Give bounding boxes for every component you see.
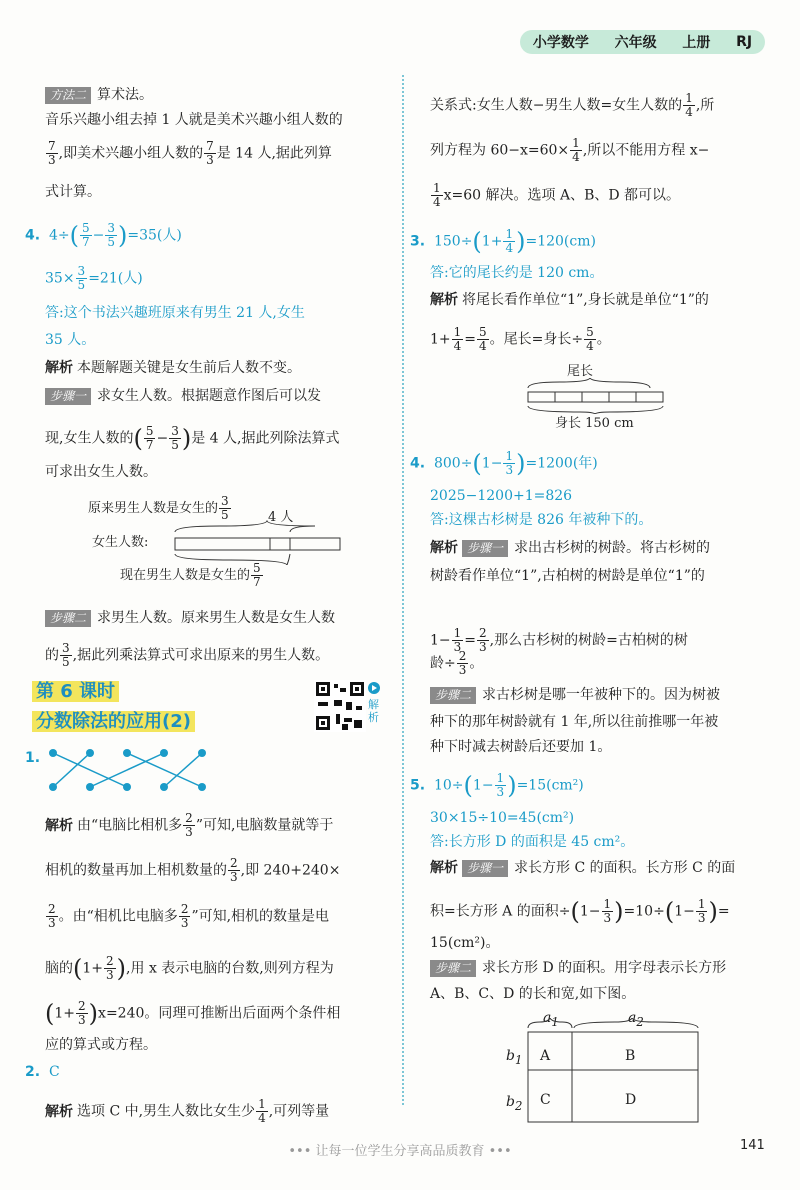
header-volume: 上册 — [682, 35, 711, 51]
text: ,所 — [695, 97, 715, 114]
q5-formula-2: 30×15÷10=45(cm²) — [430, 810, 575, 826]
bar — [175, 538, 340, 550]
den: 3 — [479, 640, 487, 654]
text-line: 15(cm²)。 — [430, 935, 500, 951]
text: 35× — [45, 270, 75, 287]
text: 。尾长=身长÷ — [489, 331, 584, 348]
dot — [123, 783, 131, 791]
q3-answer: 答:它的尾长约是 120 cm。 — [430, 265, 604, 281]
dot — [198, 783, 206, 791]
text-line: (1+ $\frac{2}{3}$ )x=240。同理可推断出后面两个条件相 — [45, 999, 341, 1028]
text: 本题解题关键是女生前后人数不变。 — [77, 360, 301, 376]
num: 2 — [78, 999, 86, 1013]
den: 4 — [505, 241, 514, 255]
text: 1− — [430, 632, 451, 649]
header-bar — [520, 30, 765, 54]
answer: C — [48, 1064, 60, 1080]
q1-analysis — [45, 812, 333, 839]
text-line — [45, 903, 329, 930]
den: 3 — [453, 640, 462, 654]
text: ,那么古杉树的树龄=古柏树的树 — [489, 632, 688, 649]
den: 7 — [81, 235, 90, 249]
text: 将尾长看作单位“1”,身长就是单位“1”的 — [462, 292, 709, 308]
text: 相机的数量再加上相机数量的 — [45, 862, 227, 879]
text-line: 种下时减去树龄后还要加 1。 — [430, 739, 612, 755]
num: 1 — [453, 626, 462, 640]
paren: ( — [664, 897, 675, 926]
var: b — [506, 1048, 515, 1064]
den: 3 — [180, 916, 189, 930]
fraction — [228, 857, 240, 884]
text: x=240。同理可推断出后面两个条件相 — [98, 1005, 341, 1022]
fraction — [251, 562, 263, 589]
den: 4 — [479, 339, 487, 353]
rect-A-label: A — [540, 1048, 551, 1064]
header-subject: 小学数学 — [532, 35, 589, 51]
num: 2 — [48, 902, 56, 916]
text: 10÷ — [433, 777, 464, 794]
paren: ) — [516, 449, 526, 478]
q3-formula: 3. 150÷(1+ $\frac{1}{4}$ )=120(cm) — [410, 227, 596, 256]
text: 求古杉树是哪一年被种下的。因为树被 — [482, 687, 721, 703]
num: 2 — [230, 856, 238, 870]
question-number: 1. — [25, 750, 41, 766]
column-divider — [402, 75, 404, 1105]
text: 求女生人数。根据题意作图后可以发 — [97, 388, 322, 404]
lesson-number — [32, 680, 119, 705]
paren: ) — [116, 954, 127, 983]
text: 1 — [82, 960, 92, 977]
num: 1 — [603, 897, 612, 911]
header-grade: 六年级 — [614, 35, 657, 51]
rect-B-label: B — [625, 1048, 636, 1064]
diagram1-four: 4 人 — [268, 510, 294, 525]
den: 5 — [107, 235, 115, 249]
fraction — [503, 450, 515, 477]
fraction — [602, 898, 614, 925]
fraction — [503, 228, 515, 255]
den: 3 — [505, 463, 514, 477]
den: 3 — [458, 663, 467, 677]
top-brace — [175, 521, 315, 532]
num: 5 — [479, 325, 487, 339]
q4r-step2 — [430, 685, 720, 705]
den: 3 — [106, 968, 114, 982]
num: 2 — [185, 811, 193, 825]
text: ,可列等量 — [268, 1103, 330, 1120]
text-line — [430, 137, 709, 164]
den: 4 — [572, 150, 580, 164]
analysis-label: 解析 — [430, 860, 458, 876]
paren: ) — [708, 897, 718, 926]
q4r-step1 — [430, 538, 710, 558]
text-line — [45, 642, 329, 669]
num: 1 — [697, 897, 706, 911]
den: 4 — [258, 1111, 266, 1125]
subscript: 2 — [636, 1014, 644, 1029]
q5-step1 — [430, 858, 735, 878]
lesson-title — [32, 710, 195, 735]
q4-answer-2: 35 人。 — [45, 332, 96, 348]
num: 2 — [479, 626, 487, 640]
den: 3 — [78, 1013, 86, 1027]
text: ,用 x 表示电脑的台数,则列方程为 — [126, 960, 334, 977]
text: = — [464, 331, 477, 348]
den: 3 — [603, 911, 612, 925]
fraction — [477, 326, 489, 353]
num: 7 — [48, 139, 56, 153]
text: 关系式:女生人数−男生人数=女生人数的 — [430, 97, 683, 114]
num: 2 — [106, 954, 114, 968]
dot — [86, 783, 94, 791]
analysis-label: 解析 — [430, 540, 458, 556]
text: x=60 解决。选项 A、B、D 都可以。 — [443, 187, 681, 204]
label-b2 — [506, 1092, 522, 1116]
num: 3 — [221, 494, 229, 508]
fraction — [431, 182, 443, 209]
diagram1-bottom-label — [120, 562, 264, 589]
text-line: 脑的(1+ $\frac{2}{3}$ ),用 x 表示电脑的台数,则列方程为 — [45, 954, 334, 983]
paren: ( — [45, 999, 55, 1028]
dot — [86, 749, 94, 757]
den: 5 — [221, 508, 229, 522]
fraction — [104, 955, 116, 982]
text-line: 可求出女生人数。 — [45, 464, 157, 480]
question-number: 4. — [25, 227, 41, 244]
num: 1 — [453, 325, 462, 339]
q2-analysis — [45, 1098, 329, 1125]
paren: ( — [463, 771, 473, 800]
text: 是 4 人,据此列除法算式 — [191, 430, 340, 447]
num: 7 — [206, 139, 214, 153]
text: 。由“相机比电脑多 — [58, 908, 178, 925]
text: 求男生人数。原来男生人数是女生人数 — [97, 610, 336, 626]
fraction — [495, 772, 507, 799]
fraction — [80, 222, 92, 249]
dot — [49, 783, 57, 791]
fraction — [183, 812, 195, 839]
text: 150÷ — [433, 233, 473, 250]
paren: ) — [88, 999, 99, 1028]
q2-answer — [25, 1062, 60, 1082]
num: 1 — [258, 1097, 266, 1111]
text-line — [430, 326, 611, 353]
num: 3 — [107, 221, 115, 235]
text: ,即 240+240× — [240, 862, 341, 879]
text: 选项 C 中,男生人数比女生少 — [77, 1103, 256, 1120]
lesson-number-text: 第 6 课时 — [32, 681, 119, 702]
text-line: A、B、C、D 的长和宽,如下图。 — [430, 986, 636, 1002]
q4r-formula-2: 2025−1200+1=826 — [430, 488, 573, 504]
text: = — [717, 903, 730, 920]
text: 是 14 人,据此列算 — [216, 145, 332, 162]
dot — [198, 749, 206, 757]
text-line: 应的算式或方程。 — [45, 1037, 157, 1053]
paren: ( — [133, 424, 143, 453]
diagram2-bar — [520, 378, 670, 414]
q4-formula — [25, 222, 182, 249]
text-line: 树龄看作单位“1”,古柏树的树龄是单位“1”的 — [430, 568, 705, 584]
text: 龄÷ — [430, 655, 456, 672]
text-line — [430, 650, 483, 677]
fraction — [696, 898, 708, 925]
fraction — [204, 140, 216, 167]
paren: ) — [507, 771, 517, 800]
fraction — [46, 903, 58, 930]
fraction — [76, 265, 88, 292]
text: 1 — [472, 777, 482, 794]
text: 现,女生人数的 — [45, 430, 134, 447]
q4r-answer: 答:这棵古杉树是 826 年被种下的。 — [430, 512, 653, 528]
method2-title: 算术法。 — [97, 87, 154, 103]
text: 1 — [579, 903, 589, 920]
num: 3 — [62, 641, 70, 655]
q4-formula-2 — [45, 265, 143, 292]
q4r-formula: 4. 800÷(1− $\frac{1}{3}$ )=1200(年) — [410, 449, 598, 478]
paren: ( — [69, 221, 79, 250]
den: 4 — [586, 339, 594, 353]
text: 积=长方形 A 的面积÷ — [430, 903, 571, 920]
fraction — [219, 495, 231, 522]
diagram1-left-label: 女生人数: — [92, 535, 149, 550]
den: 3 — [48, 153, 56, 167]
text-line — [45, 857, 340, 884]
step-tag: 步骤一 — [462, 540, 508, 557]
question-number: 4. — [410, 455, 426, 472]
text: 。 — [469, 655, 484, 672]
lesson-title-text: 分数除法的应用(2) — [32, 711, 195, 732]
num: 2 — [180, 902, 189, 916]
fraction — [60, 642, 72, 669]
text: =120(cm) — [525, 233, 596, 250]
subscript: 2 — [514, 1098, 523, 1113]
dot — [49, 749, 57, 757]
text-line — [430, 182, 680, 209]
step-tag: 步骤二 — [45, 610, 91, 627]
fraction — [144, 425, 156, 452]
diagram2-bottom-label: 身长 150 cm — [555, 416, 634, 431]
step1 — [45, 386, 321, 406]
paren: ) — [118, 221, 128, 250]
den: 3 — [697, 911, 706, 925]
num: 2 — [458, 649, 467, 663]
text: 原来男生人数是女生的 — [88, 501, 219, 516]
method2-heading — [45, 85, 153, 105]
question-number: 2. — [25, 1064, 41, 1080]
text: 4÷ — [48, 227, 70, 244]
fraction — [570, 137, 582, 164]
text: =21(人) — [88, 270, 143, 287]
den: 5 — [77, 278, 86, 292]
den: 5 — [62, 655, 70, 669]
text: 1 — [674, 903, 684, 920]
text: ,据此列乘法算式可求出原来的男生人数。 — [72, 647, 330, 664]
text: 求出古杉树的树龄。将古杉树的 — [514, 540, 711, 556]
num: 5 — [586, 325, 594, 339]
text: 求长方形 D 的面积。用字母表示长方形 — [482, 960, 727, 976]
paren: ) — [181, 424, 192, 453]
text: =15(cm²) — [516, 777, 584, 794]
var: b — [506, 1094, 515, 1110]
fraction — [169, 425, 181, 452]
text-line: 现,女生人数的( $\frac{5}{7}$ − $\frac{3}{5}$ )是 4 人,据此列除法算式 — [45, 424, 340, 453]
num: 1 — [496, 771, 505, 785]
analysis-label: 解析 — [45, 360, 73, 376]
label-b1 — [506, 1046, 522, 1070]
text: ,所以不能用方程 x− — [582, 142, 710, 159]
q3-analysis — [430, 290, 709, 310]
text: 脑的 — [45, 960, 73, 977]
text: =1200(年) — [525, 455, 598, 472]
var: a — [543, 1010, 552, 1026]
fraction — [46, 140, 58, 167]
text: ”可知,电脑数量就等于 — [195, 817, 334, 834]
dot — [160, 783, 168, 791]
den: 7 — [253, 575, 261, 589]
num: 1 — [685, 91, 693, 105]
fraction — [584, 326, 596, 353]
den: 3 — [206, 153, 214, 167]
diagram1-bar — [170, 520, 345, 565]
text-line — [45, 140, 332, 167]
page-number: 141 — [740, 1138, 765, 1153]
fraction — [683, 92, 695, 119]
step-tag: 步骤二 — [430, 960, 476, 977]
q4-analysis — [45, 358, 301, 378]
den: 3 — [230, 870, 238, 884]
step2 — [45, 608, 335, 628]
den: 3 — [48, 916, 56, 930]
text-line: 积=长方形 A 的面积÷(1− $\frac{1}{3}$ )=10÷(1− $\frac{1}{3}$ )= — [430, 897, 730, 926]
den: 7 — [145, 438, 154, 452]
question-number: 3. — [410, 233, 426, 250]
fraction — [452, 326, 464, 353]
dot — [123, 749, 131, 757]
text: 800÷ — [433, 455, 473, 472]
q4-answer: 答:这个书法兴趣班原来有男生 21 人,女生 — [45, 305, 305, 321]
play-icon — [368, 682, 380, 694]
den: 4 — [685, 105, 693, 119]
paren: ( — [472, 227, 482, 256]
text: ”可知,相机的数量是电 — [191, 908, 330, 925]
analysis-label: 解析 — [45, 817, 73, 834]
text: 1 — [54, 1005, 64, 1022]
q1-matching-diagram — [45, 745, 215, 795]
text: 的 — [45, 647, 59, 664]
rectangle-diagram — [520, 1018, 705, 1128]
text: 。 — [596, 331, 611, 348]
den: 4 — [433, 195, 441, 209]
q5-answer: 答:长方形 D 的面积是 45 cm²。 — [430, 834, 635, 850]
header-edition: RJ — [736, 34, 753, 50]
num: 1 — [433, 181, 441, 195]
den: 3 — [496, 785, 505, 799]
question-number: 5. — [410, 777, 426, 794]
text: 列方程为 60−x=60× — [430, 142, 570, 159]
num: 5 — [81, 221, 90, 235]
num: 1 — [505, 227, 514, 241]
analysis-label: 解析 — [430, 292, 458, 308]
den: 5 — [171, 438, 179, 452]
var: a — [628, 1010, 637, 1026]
fraction — [76, 1000, 88, 1027]
num: 3 — [171, 424, 179, 438]
text-line — [430, 92, 714, 119]
fraction — [256, 1098, 268, 1125]
rect-D-label: D — [625, 1092, 637, 1108]
subscript: 1 — [514, 1052, 523, 1067]
text: 由“电脑比相机多 — [77, 817, 183, 834]
text: 1+ — [430, 331, 451, 348]
num: 1 — [572, 136, 580, 150]
diagram1-top-label — [88, 495, 232, 522]
qr-label: 解析 — [368, 698, 379, 724]
text: 1 — [481, 455, 491, 472]
diagram2-top-label: 尾长 — [567, 364, 594, 379]
paren: ( — [570, 897, 580, 926]
fraction — [105, 222, 117, 249]
step-tag: 步骤一 — [45, 388, 91, 405]
fraction — [457, 650, 469, 677]
text: 1 — [481, 233, 491, 250]
step-tag: 步骤二 — [430, 687, 476, 704]
q1-number — [25, 748, 40, 768]
num: 1 — [505, 449, 514, 463]
method2-tag: 方法二 — [45, 87, 91, 104]
den: 4 — [453, 339, 462, 353]
rect-C-label: C — [540, 1092, 551, 1108]
num: 5 — [253, 561, 261, 575]
analysis-label: 解析 — [45, 1103, 73, 1120]
q5-step2 — [430, 958, 726, 978]
text: =10÷ — [623, 903, 665, 920]
dot — [160, 749, 168, 757]
den: 3 — [185, 825, 193, 839]
paren: ) — [516, 227, 526, 256]
footer-slogan: ••• 让每一位学生分享高品质教育 ••• — [288, 1144, 512, 1159]
text: =35(人) — [127, 227, 182, 244]
fraction — [179, 903, 191, 930]
text: 求长方形 C 的面积。长方形 C 的面 — [514, 860, 736, 876]
q5-formula: 5. 10÷(1− $\frac{1}{3}$ )=15(cm²) — [410, 771, 584, 800]
text: − — [92, 227, 105, 244]
num: 3 — [77, 264, 86, 278]
text-line: 种下的那年树龄就有 1 年,所以往前推哪一年被 — [430, 714, 719, 730]
num: 5 — [145, 424, 154, 438]
text: 现在男生人数是女生的 — [120, 568, 251, 583]
paren: ) — [614, 897, 624, 926]
subscript: 1 — [551, 1014, 559, 1029]
paren: ( — [73, 954, 83, 983]
qr-code-icon[interactable] — [314, 680, 366, 732]
text: ,即美术兴趣小组人数的 — [58, 145, 204, 162]
text-line: 式计算。 — [45, 184, 101, 200]
text: = — [464, 632, 477, 649]
paren: ( — [472, 449, 482, 478]
step-tag: 步骤一 — [462, 860, 508, 877]
text-line: 音乐兴趣小组去掉 1 人就是美术兴趣小组人数的 — [45, 112, 343, 128]
